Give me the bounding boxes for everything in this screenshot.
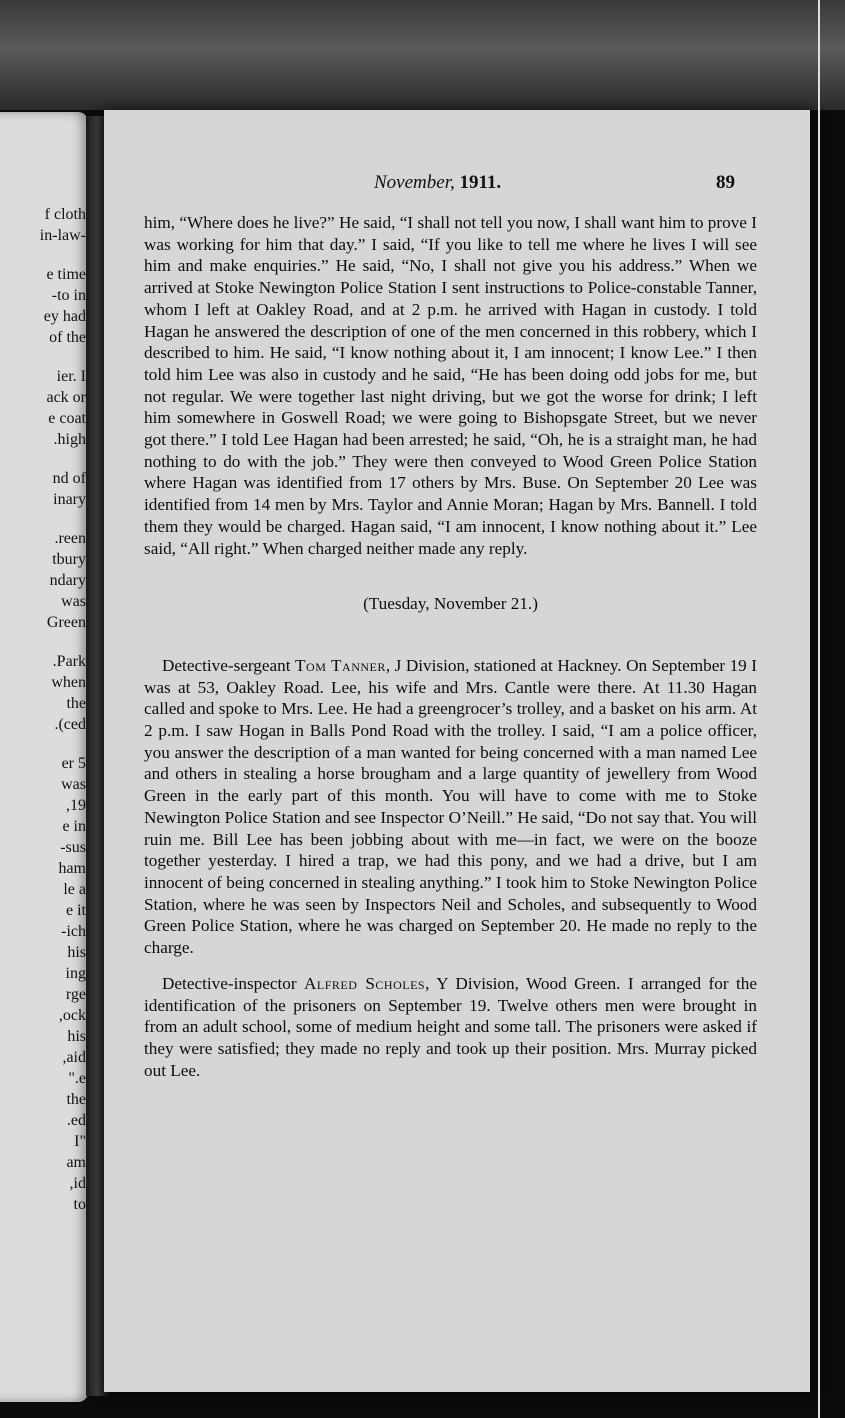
facing-page-fragment — [0, 112, 88, 1402]
facing-page-gap — [0, 510, 86, 528]
facing-page-line: sus- — [60, 839, 86, 856]
facing-page-gap — [0, 246, 86, 264]
facing-page-text — [0, 204, 86, 1215]
facing-page-line: f cloth — [44, 206, 86, 223]
scan-edge — [818, 0, 820, 1418]
facing-page-line: the — [66, 1091, 86, 1108]
running-title: November, 1911. — [374, 172, 502, 193]
page-number: 89 — [716, 172, 735, 193]
facing-page-line: ed. — [66, 1112, 86, 1129]
facing-page-line: le a — [63, 881, 86, 898]
testimony-paragraph: him, “Where does he live?” He said, “I shall not tell you now, I shall want him to prove I was working for him that day.” I said, “If you like to tell me where he lives I will see him and make enquiries.” He said, “No, I shall not give you his address.” When we arrived at Stoke Newington Police Station I sent instructions to Police-constable Tanner, whom I left at Oakley Road, and at 2 p.m. he arrived with Hagan in custody. I told Hagan he answered the description of one of the men concerned in this robbery, which I described to him. He said, “I know nothing about it, I am innocent; I know Lee.” I then told him Lee was also in custody and he said, “He has been doing odd jobs for me, but not regular. We were together last night driving, but we got the worse for drink; I left him somewhere in Goswell Road; we were going to Bishopsgate Street, but we never got there.” I told Lee Hagan had been arrested; he said, “Oh, he is a straight man, he had nothing to do with the job.” They were then conveyed to Wood Green Police Station where Hagan was identified from 17 others by Mrs. Buse. On September 20 Lee was identified from 14 men by Mrs. Taylor and Annie Moran; Hagan by Mrs. Bannell. I told them they would be charged. Hagan said, “I am innocent, I know nothing about it.” Lee said, “All right.” When charged neither made any reply. — [144, 213, 757, 558]
facing-page-gap — [0, 633, 86, 651]
witness-tanner-testimony: Detective-sergeant Tom Tanner, J Division, stationed at Hackney. On September 19 I was at 53, Oakley Road. Lee, his wife and Mrs. Cantle were there. At 11.30 Hagan called and spoke to Mrs. Lee. He had a greengrocer’s trolley, and a basket on his arm. At 2 p.m. I saw Hogan in Balls Pond Road with the trolley. I said, “I am a police officer, you answer the description of a man wanted for being concerned with a man named Lee and others in stealing a horse brougham and a large quantity of jewellery from Wood Green in the early part of this month. You will have to come with me to Stoke Newington Police Station and see Inspector O’Neill.” He said, “Do not say that. You will ruin me. Bill Lee has been jobbing about with me—in fact, we were on the booze together yesterday. I hired a trap, we had this pony, and we had a drive, but I am innocent of being concerned in stealing anything.” I took him to Stoke Newington Police Station, where he was seen by Inspectors Neil and Scholes, and subsequently to Wood Green Police Station, where he was charged on September 20. He made no reply to the charge. — [144, 655, 758, 958]
facing-page-line: am — [66, 1154, 86, 1171]
witness-scholes-testimony: Detective-inspector Alfred Scholes, Y Division, Wood Green. I arranged for the identification of the prisoners on September 19. Twelve others men were brought in from an adult school, some of medium height and some tall. The prisoners were asked if they were satisfied; they made no reply and took up their position. Mrs. Murray picked out Lee. — [144, 973, 757, 1080]
facing-page-line: was — [61, 593, 86, 610]
facing-page-line: the — [66, 695, 86, 712]
facing-page-line: his — [67, 1028, 86, 1045]
facing-page-line: ndary — [49, 572, 86, 589]
date-heading: (Tuesday, November 21.) — [363, 594, 538, 614]
facing-page-line: "I — [74, 1133, 86, 1150]
facing-page-line: was — [61, 776, 86, 793]
facing-page-line: his — [67, 944, 86, 961]
facing-page-line: tbury — [52, 551, 86, 568]
facing-page-line: ock, — [58, 1007, 86, 1024]
facing-page-line: ier. I — [56, 368, 86, 385]
facing-page-line: ack or — [46, 389, 86, 406]
facing-page-line: aid, — [62, 1049, 86, 1066]
facing-page-line: er 5 — [61, 755, 86, 772]
facing-page-line: e in — [62, 818, 86, 835]
facing-page-line: to — [73, 1196, 86, 1213]
facing-page-line: e time — [46, 266, 86, 283]
facing-page-line: inary — [53, 491, 86, 508]
witness-name: Alfred Scholes — [304, 973, 426, 993]
facing-page-line: ing — [65, 965, 86, 982]
facing-page-line: when — [51, 674, 86, 691]
facing-page-line: Green — [46, 614, 86, 631]
facing-page-line: high. — [53, 431, 86, 448]
facing-page-line: Park. — [52, 653, 86, 670]
facing-page-line: reen. — [54, 530, 86, 547]
facing-page-line: rge — [65, 986, 86, 1003]
facing-page-line: ced). — [54, 716, 86, 733]
facing-page-line: ham — [58, 860, 86, 877]
facing-page-line: e." — [68, 1070, 86, 1087]
facing-page-line: e it — [66, 902, 86, 919]
facing-page-line: ey had — [43, 308, 86, 325]
page — [104, 110, 810, 1392]
body-text — [144, 212, 757, 1081]
facing-page-gap — [0, 450, 86, 468]
facing-page-line: id, — [69, 1175, 86, 1192]
scan-top-shadow — [0, 0, 845, 110]
facing-page-line: 19, — [66, 797, 86, 814]
facing-page-line: to in- — [51, 287, 86, 304]
facing-page-line: of the — [49, 329, 86, 346]
running-header — [104, 172, 810, 196]
facing-page-gap — [0, 735, 86, 753]
facing-page-line: e coat — [48, 410, 86, 427]
witness-name: Tom Tanner — [295, 655, 386, 675]
facing-page-line: nd of — [52, 470, 86, 487]
facing-page-line: ich- — [61, 923, 86, 940]
facing-page-line: -in-law — [39, 227, 86, 244]
facing-page-gap — [0, 348, 86, 366]
